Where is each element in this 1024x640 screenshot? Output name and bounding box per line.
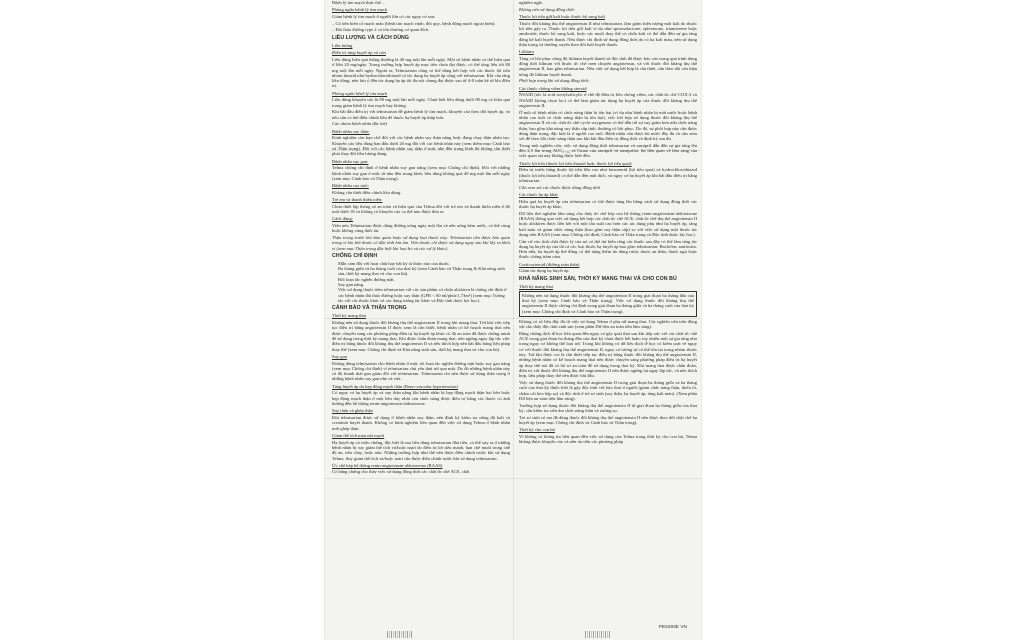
subheading: Lithium xyxy=(519,49,534,55)
paragraph: Bằng chứng dịch tễ học liên quan đến nguy cơ gây quái thai sau khi tiếp xúc với các chất ức chế ACE trong giai đoạn ba tháng đầu của thai kỳ chưa được kết luận; tuy nhiên một sự gia tăng nhỏ trong nguy cơ không thể loại trừ. Trong khi không có dữ liệu dịch tễ học có kiểm soát về nguy cơ với thuốc đối kháng thụ thể angiotensin II, nguy cơ tương tự có thể tồn tại trong nhóm thuốc này. Trừ khi được coi là cần thiết tiếp tục điều trị bằng thuốc đối kháng thụ thể angiotensin II, những bệnh nhân có kế hoạch mang thai nên được chuyển sang phương pháp điều trị hạ huyết áp thay thế mà đã có hồ sơ an toàn để sử dụng trong thai kỳ. Khi mang thai được chẩn đoán, điều trị với thuốc đối kháng thụ thể angiotensin II nên được ngừng lại ngay lập tức, và nếu thích hợp, liệu pháp thay thế nên được bắt đầu. xyxy=(519,330,697,379)
paragraph: Việc sử dụng thuốc đối kháng thụ thể angiotensin II trong giai đoạn ba tháng giữa và ba tháng cuối của thai kỳ được biết là gây độc tính với bào thai ở người (giảm chức năng thận, thiểu ối, chậm cốt hóa hộp sọ) và độc tính ở trẻ sơ sinh (suy thận, hạ huyết áp, tăng kali máu). (Xem phần Dữ liệu an toàn tiền lâm sàng). xyxy=(519,379,697,401)
paragraph: Hạ huyết áp có triệu chứng, đặc biệt là sau liều dùng telmisartan đầu tiên, có thể xảy ra ở những bệnh nhân bị suy giảm thể tích và/hoặc natri do điều trị lợi tiểu mạnh, hạn chế muối trong chế độ ăn, tiêu chảy, hoặc nôn. Những trường hợp như thế nên được điều chỉnh trước khi sử dụng Telma. Suy giảm thể tích và/hoặc natri cần được điều chỉnh trước khi sử dụng telmisartan. xyxy=(332,439,510,461)
barcode-mark xyxy=(585,631,611,638)
paragraph: Có bằng chứng cho thấy việc sử dụng đồng thời các chất ức chế ACE, chất xyxy=(332,469,470,475)
list-item: • Suy gan nặng. xyxy=(338,282,510,287)
section-heading-warnings: CẢNH BÁO VÀ THẬN TRỌNG xyxy=(332,305,407,312)
paragraph: Giảm tác dụng hạ huyết áp. xyxy=(519,268,570,274)
paragraph: Tăng có hồi phục nồng độ lithium huyết thanh và độc tính đã được báo cáo trong quá trình dùng đồng thời lithium với thuốc ức chế men chuyển angiotensin, và với thuốc đối kháng thụ thể angiotensin II, bao gồm telmisartan. Nếu việc sử dụng kết hợp là cần thiết, cần theo dõi cẩn thận nồng độ lithium huyết thanh. xyxy=(519,55,697,77)
subheading: Corticosteroid (đường toàn thân) xyxy=(519,261,580,267)
paragraph: Liều dùng khuyến cáo là 80 mg một lần mỗi ngày. Chưa biết liều dùng dưới 80 mg có hiệu quả trong giảm bệnh lý tim mạch hay không. xyxy=(332,97,510,108)
subheading: Trẻ em và thanh thiếu niên: xyxy=(332,197,383,203)
paragraph: Điều trị trước bằng thuốc lợi tiểu liều cao như furosemid (lợi tiểu quai) và hydrochlorothiazid (thuốc lợi tiểu thiazid) có thể dẫn đến mất dịch, và nguy cơ hạ huyết áp khi bắt đầu điều trị bằng telmisartan. xyxy=(519,167,697,184)
paragraph: Dữ liệu thử nghiệm lâm sàng cho thấy ức chế kép của hệ thống renin-angiotensin-aldosterone (RAAS) thông qua việc sử dụng kết hợp các chất ức chế ACE, chất ức chế thụ thể angiotensin II hoặc aliskiren được liên kết với một tần suất cao hơn các tác dụng phụ như hạ huyết áp, tăng kali máu và giảm chức năng thận (bao gồm suy thận cấp) so với việc sử dụng một thuốc tác dụng trên RAAS (xem mục Chống chỉ định, Cảnh báo và Thận trọng và Đặc tính dược lực học). xyxy=(519,210,697,237)
subheading: Giảm thể tích máu nội mạch xyxy=(332,432,385,438)
subheading: Phối hợp trong khi sử dụng đồng thời: xyxy=(519,78,590,84)
paragraph: Không nên sử dụng thuốc đối kháng thụ thể angiotensin II trong khi mang thai. Trừ khi việc tiếp tục điều trị bằng angiotensin II được xem là cần thiết, bệnh nhân có kế hoạch mang thai nên được chuyển sang các phương pháp điều trị hạ huyết áp khác có độ an toàn đã được chứng minh để sử dụng trong thời kỳ mang thai. Khi được chẩn đoán mang thai, nên ngừng ngay lập tức việc điều trị bằng thuốc đối kháng thụ thể angiotensin II và nếu thích hợp nên bắt đầu bằng liệu pháp thay thế (xem mục Chống chỉ định và Khả năng sinh sản, thời kỳ mang thai và cho con bú). xyxy=(332,320,510,352)
paragraph: Thận trọng trước khi bảo quản hoặc sử dụng loại thuốc này: Telmisartan cần được bảo quản trong vỉ kín bởi thuốc có đặc tính hút ẩm. Viên thuốc chỉ được sử dụng ngay sau khi lấy ra khỏi vỉ (xem mục Thận trọng đặc biệt khi loại bỏ và các xử lý khác). xyxy=(332,235,510,251)
text-line: – Đái tháo đường type 2 có tổn thương cơ quan đích. xyxy=(332,27,430,33)
contraindication-list xyxy=(338,261,510,303)
paragraph: Không cần thiết điều chỉnh liều dùng. xyxy=(332,189,402,195)
paragraph: Viên nén Telmisartan được dùng đường uống ngày một lần và nên uống kèm nước, có thể cùng hoặc không cùng thức ăn. xyxy=(332,223,510,234)
text-line: Giảm bệnh lý tim mạch ở người lớn có các nguy cơ sau: xyxy=(332,13,436,19)
paragraph: Vì không có thông tin liên quan đến việc sử dụng của Telma trong thời kỳ cho con bú, Telma không được khuyến cáo và nên ưu tiên các phương pháp xyxy=(519,433,697,445)
subheading: Suy thận và ghép thận xyxy=(332,408,373,414)
text-line: – Có tiền biến cố mạch máu (bệnh tim mạch vành, đột quỵ, bệnh động mạch ngoại biên). xyxy=(332,20,496,26)
list-item: • Rối loạn tắc nghẽn đường mật. xyxy=(338,277,510,282)
subheading: Bệnh nhân suy thận: xyxy=(332,128,370,134)
subheading: Bệnh nhân cao tuổi: xyxy=(332,183,369,189)
subheading: Không nên sử dụng đồng thời: xyxy=(519,6,576,12)
subheading: Suy gan xyxy=(332,353,347,359)
subheading: Thời kỳ cho con bú xyxy=(519,427,555,433)
text-line: nghiêm ngặt. xyxy=(519,0,543,5)
subheading: Ức chế kép hệ thống renin-angiotensin-aldosterone (RAAS) xyxy=(332,462,443,468)
paragraph: Ở một số bệnh nhân có chức năng thận bị tổn hại (ví dụ như bệnh nhân bị mất nước hoặc bệnh nhân cao tuổi có chức năng thận bị tổn hại), việc kết hợp sử dụng thuốc đối kháng thụ thể angiotensin II và các chất ức chế cyclo-oxygenase có thể dẫn tới sự suy giảm hơn nữa chức năng thận, bao gồm khả năng suy thận cấp tính, thường có hồi phục. Do đó, sự phối hợp này cần được dùng thận trọng, đặc biệt là ở người cao tuổi. Bệnh nhân cần được bù nước đầy đủ và cần xem xét để theo dõi chức năng thận sau khi bắt đầu điều trị đồng thời và định kỳ sau đó. xyxy=(519,109,697,142)
subheading: Các nhóm bệnh nhân đặc biệt xyxy=(332,121,387,127)
fold-line-vertical xyxy=(513,0,514,640)
boxed-warning xyxy=(519,291,697,318)
paragraph: Chưa thiết lập thông số an toàn và hiệu quả của Telma đối với trẻ em và thanh thiếu niên ở độ tuổi dưới 18 và không có khuyến cáo cụ thể nào được đưa ra. xyxy=(332,203,510,215)
barcode-mark xyxy=(387,631,413,638)
subheading: Các thuốc hạ áp khác xyxy=(519,192,559,198)
paragraph: Khi telmisartan được sử dụng ở bệnh nhân suy thận, nên định kỳ kiểm tra nồng độ kali và creatinin huyết thanh. Không có kinh nghiệm liên quan đến việc sử dụng Telma ở bệnh nhân mới ghép thận. xyxy=(332,415,510,431)
subheading: Tăng huyết áp do hẹp động mạch thận (Reno-vascular hypertension) xyxy=(332,383,458,389)
list-item: • Việc sử dụng thuốc tiêm telmisartan với các sản phẩm có chứa aliskiren là chống chỉ định ở các bệnh nhân đái tháo đường hoặc suy thận (GFR < 60 ml/phút/1,73m²) (xem mục Tương tác với các thuốc khác và các dạng tương tác khác và Đặc tính dược lực học). xyxy=(338,287,510,303)
paragraph: Căn cứ vào tính chất được lý của nó có thể dự kiến rằng các thuốc sau đây có thể làm tăng tác dụng hạ huyết áp của tất cả các loại thuốc hạ huyết áp bao gồm telmisartan: Baclofen, amifostin. Hơn nữa, hạ huyết áp thế đứng có thể nặng thêm do dùng rượu, thuốc an thần, thuốc ngủ hoặc thuốc chống trầm cảm. xyxy=(519,238,697,260)
subheading: Phòng ngừa bệnh lý tim mạch xyxy=(332,7,388,13)
section-heading-dosage: LIỀU LƯỢNG VÀ CÁCH DÙNG xyxy=(332,34,410,41)
paragraph: Hiệu quả hạ huyết áp của telmisartan có thể được tăng lên bằng cách sử dụng đồng thời các thuốc hạ huyết áp khác. xyxy=(519,198,697,209)
paragraph: NSAID (tức là acid acetylsalicylic ở chế độ điều trị liều chống viêm, các chất ức chế COX-2 và NSAID không chọn lọc) có thể làm giảm tác dụng hạ huyết áp của thuốc đối kháng thụ thể angiotensin II. xyxy=(519,92,697,108)
paragraph: Không nên sử dụng thuốc đối kháng thụ thể angiotensin II trong giai đoạn ba tháng đầu của thai kỳ (xem mục Cảnh báo và Thận trọng). Việc sử dụng thuốc đối kháng thụ thể angiotensin II được chống chỉ định trong giai đoạn ba tháng giữa và ba tháng cuối của thai kỳ (xem mục Chống chỉ định và Cảnh báo và Thận trọng). xyxy=(522,292,694,314)
subheading: Bệnh nhân suy gan: xyxy=(332,158,369,164)
paragraph: Trường hợp sử dụng thuốc đối kháng thụ thể angiotensin II từ giai đoạn ba tháng giữa của thai kỳ, cần kiểm tra siêu âm chức năng thận và xương sọ. xyxy=(519,402,697,413)
paragraph: Trong một nghiên cứu, việc sử dụng đồng thời telmisartan và ramipril dẫn đến sự gia tăng lên đến 2,5 lần trong AUC₀₋₂₄ và Cmax của ramipril và ramiprilat. Sự liên quan về lâm sàng của việc quan sát này không được biết đến. xyxy=(519,142,697,159)
leaflet-sheet xyxy=(325,0,701,640)
leaflet-code: PE5393E VN xyxy=(658,625,687,630)
paragraph: Có nguy cơ hạ huyết áp và suy thận nặng khi bệnh nhân bị hẹp động mạch thận hai bên hoặc hẹp động mạch thận ở một bên duy nhất còn chức năng được điều trị bằng các thuốc có ảnh hưởng đến hệ thống renin-angiotensin-aldosterone. xyxy=(332,390,510,407)
right-column xyxy=(519,0,697,640)
subheading: Điều trị tăng huyết áp vô căn xyxy=(332,50,386,56)
paragraph: Không dùng telmisartan cho bệnh nhân ứ mật, rối loạn tắc nghẽn đường mật hoặc suy gan nặng (xem mục Chống chỉ định) vì telmisartan chủ yếu thải trừ qua mật. Do đó những bệnh nhân này có độ thanh thải gan giảm đối với telmisartan. Telmisartan chỉ nên được sử dụng thận trọng ở những bệnh nhân suy gan nhẹ và vừa. xyxy=(332,360,510,382)
left-column xyxy=(332,0,510,640)
list-item: • Ba tháng giữa và ba tháng cuối của thai kỳ (xem Cảnh báo và Thận trọng & Khả năng sinh sản, thời kỳ mang thai và cho con bú). xyxy=(338,266,510,277)
paragraph: Khi bắt đầu điều trị với telmisartan để giảm bệnh lý tim mạch, khuyến cáo theo dõi huyết áp, và nếu cần có thể điều chỉnh liều để thuốc hạ huyết áp thấp hơn. xyxy=(332,109,510,120)
paragraph: Trẻ sơ sinh có mẹ đã dùng thuốc đối kháng thụ thể angiotensin II nên được theo dõi chặt chẽ hạ huyết áp (xem mục Chống chỉ định và Cảnh báo và Thận trọng). xyxy=(519,414,697,425)
subheading: Thời kỳ mang thai xyxy=(519,284,553,290)
subheading: Thuốc lợi tiểu (thuốc lợi tiểu thiazid hoặc thuốc lợi tiểu quai) xyxy=(519,160,632,166)
paragraph: Liều dùng hiệu quả thông thường là 40 mg một lần mỗi ngày. Một số bệnh nhân có thể hiệu quả ở liều 20 mg/ngày. Trong trường hợp huyết áp mục tiêu chưa đạt được, có thể tăng liều tới 80 mg một lần mỗi ngày. Ngoài ra, Telmisartan cũng có thể dùng kết hợp với các thuốc lợi tiểu nhóm thiazid như hydrochlorothiazid có tác dụng hạ huyết áp cộng với telmisartan. Khi cân tăng liều dùng, nên lưu ý đến tác dụng hạ áp tối đa nói chung đạt được sau từ 4-8 tuần kể từ khi điều trị. xyxy=(332,56,510,89)
subheading: Cách dùng: xyxy=(332,216,354,222)
section-heading-contraindications: CHỐNG CHỈ ĐỊNH xyxy=(332,252,378,259)
list-item: • Mẫn cảm đối với hoạt chất hay bất kỳ tá dược nào của thuốc. xyxy=(338,261,510,266)
subheading: Các thuốc chống viêm không steroid xyxy=(519,85,587,91)
paragraph: Kinh nghiệm còn hạn chế đối với các bệnh nhân suy thận nặng hoặc đang chạy thận nhân tạo. Khuyến cáo liều dùng ban đầu dưới 20 mg đối với các bệnh nhân này (xem thêm mục Cảnh báo và Thận trọng). Đối với các bệnh nhân suy thận ở mức nhẹ đến trung bình thì không cần thiết phải thay đổi liều lượng dùng. xyxy=(332,135,510,157)
subheading: Thuốc lợi tiểu giữ kali hoặc thuốc bổ sung kali xyxy=(519,13,605,19)
text-line: Bệnh lý tim mạch thực thể ... xyxy=(332,0,386,5)
subheading: Phòng ngừa bệnh lý tim mạch xyxy=(332,90,388,96)
paragraph: Telma chống chỉ định ở bệnh nhân suy gan nặng (xem mục Chống chỉ định). Đối với những bệnh nhân suy gan ở mức từ nhẹ đến trung bình, liều dùng không quá 40 mg một lần mỗi ngày (xem mục Cảnh báo và Thận trọng). xyxy=(332,165,510,181)
subheading: Thời kỳ mang thai xyxy=(332,313,366,319)
paragraph: Thuốc đối kháng thụ thể angiotensin II như telmisartan, làm giảm hiện tượng mất kali do thuốc lợi tiểu gây ra. Thuốc lợi tiểu giữ kali ví dụ như spironolactone, eplerenone, triamterene hoặc amiloride, thuốc bổ sung kali, hoặc các muối thay thế có chứa kali có thể dẫn đến sự gia tăng đáng kể kali huyết thanh. Nếu được chỉ định sử dụng đồng thời do có hạ kali máu, nên sử dụng thận trọng và thường xuyên theo dõi kali huyết thanh. xyxy=(519,20,697,47)
paragraph: Không có số liệu đầy đủ từ việc sử dụng Telma ở phụ nữ mang thai. Các nghiên cứu trên động vật cho thấy độc tính sinh sản (xem phần Dữ liệu an toàn tiền lâm sàng). xyxy=(519,318,697,330)
subheading: Cần xem xét các thuốc được dùng đồng thời xyxy=(519,184,601,190)
subheading: Liều lượng xyxy=(332,42,353,48)
section-heading-pregnancy: KHẢ NĂNG SINH SẢN, THỜI KỲ MANG THAI VÀ CHO CON BÚ xyxy=(519,275,677,282)
